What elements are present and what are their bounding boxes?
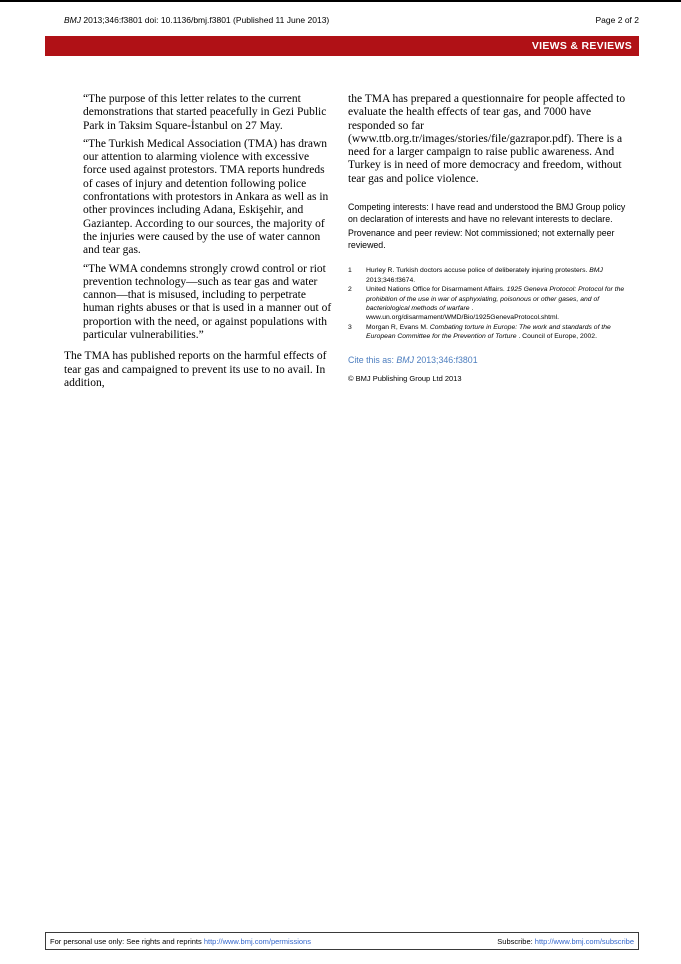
right-column bbox=[348, 93, 635, 383]
article-notes bbox=[348, 202, 635, 251]
body-paragraph: The TMA has published reports on the harmful effects of tear gas and campaigned to prevent its use to no avail. In addition, bbox=[64, 350, 327, 389]
cite-this-as[interactable]: Cite this as: BMJ 2013;346:f3801 bbox=[348, 354, 478, 365]
journal-name: BMJ bbox=[64, 15, 81, 25]
left-column bbox=[64, 93, 332, 390]
copyright-line: © BMJ Publishing Group Ltd 2013 bbox=[348, 373, 462, 383]
reference-number: 3 bbox=[348, 323, 352, 331]
footer-permissions: For personal use only: See rights and reprints http://www.bmj.com/permissions bbox=[50, 936, 311, 946]
permissions-link[interactable]: http://www.bmj.com/permissions bbox=[203, 936, 311, 946]
quote-paragraph: “The WMA condemns strongly crowd control or riot prevention technology—such as tear gas and water cannon—that is misused, including to perpetrate human rights abuses or that is used in a manner out of proportion with the need, or against populations with particular vulnerabilities.” bbox=[83, 262, 332, 342]
provenance-note: Provenance and peer review: Not commissioned; not externally peer reviewed. bbox=[348, 228, 615, 250]
footer-bar bbox=[45, 932, 639, 950]
reference-text: Hurley R. Turkish doctors accuse police of deliberately injuring protesters. BMJ 2013;346:f3674. bbox=[366, 267, 603, 284]
reference-item bbox=[348, 266, 635, 285]
top-rule bbox=[0, 0, 681, 2]
quote-paragraph: “The purpose of this letter relates to the current demonstrations that started peacefully in Gezi Public Park in Taksim Square-İstanbul on 27 May. bbox=[83, 93, 327, 132]
header-citation bbox=[64, 15, 329, 25]
body-paragraph: the TMA has prepared a questionnaire for people affected to evaluate the health effects of tear gas, and 7000 have responded so far (www.ttb.org.tr/images/stories/file/gazrapor.pdf). There is a need for a larger campaign to raise public awareness. And Turkey is in need of more democracy and freedom, without tear gas and police violence. bbox=[348, 93, 626, 185]
reference-item bbox=[348, 323, 635, 342]
reference-text: Morgan R, Evans M. Combating torture in Europe: The work and standards of the European Committee for the Prevention of Torture . Council of Europe, 2002. bbox=[366, 323, 611, 341]
reference-number: 2 bbox=[348, 286, 352, 294]
page-number: Page 2 of 2 bbox=[595, 15, 639, 25]
subscribe-link[interactable]: http://www.bmj.com/subscribe bbox=[534, 936, 634, 946]
citation-text: 2013;346:f3801 doi: 10.1136/bmj.f3801 (Published 11 June 2013) bbox=[81, 15, 330, 25]
journal-name: BMJ bbox=[396, 354, 414, 365]
reference-list bbox=[348, 266, 635, 341]
competing-interests-note: Competing interests: I have read and understood the BMJ Group policy on declaration of interests and have no relevant interests to declare. bbox=[348, 202, 626, 224]
reference-text: United Nations Office for Disarmament Affairs. 1925 Geneva Protocol: Protocol for the prohibition of the use in war of asphyxiating, poisonous or other gases, and of bacteriological methods of warfare . www.un.org/disarmament/WMD/Bio/1925GenevaProtocol.shtml. bbox=[366, 286, 625, 322]
page-header bbox=[64, 15, 639, 25]
reference-item bbox=[348, 285, 635, 323]
section-banner bbox=[45, 36, 639, 56]
section-banner-label: VIEWS & REVIEWS bbox=[531, 40, 632, 52]
quote-paragraph: “The Turkish Medical Association (TMA) has drawn our attention to alarming violence with excessive force used against protestors. TMA reports hundreds of cases of injury and detention following police confrontations with protestors in Ankara as well as in other provinces including Adana, Eskişehir, and Gaziantep. According to our sources, the majority of the injuries were caused by the use of water cannon and tear gas. bbox=[83, 137, 329, 257]
reference-number: 1 bbox=[348, 267, 352, 275]
footer-subscribe: Subscribe: http://www.bmj.com/subscribe bbox=[497, 936, 634, 946]
